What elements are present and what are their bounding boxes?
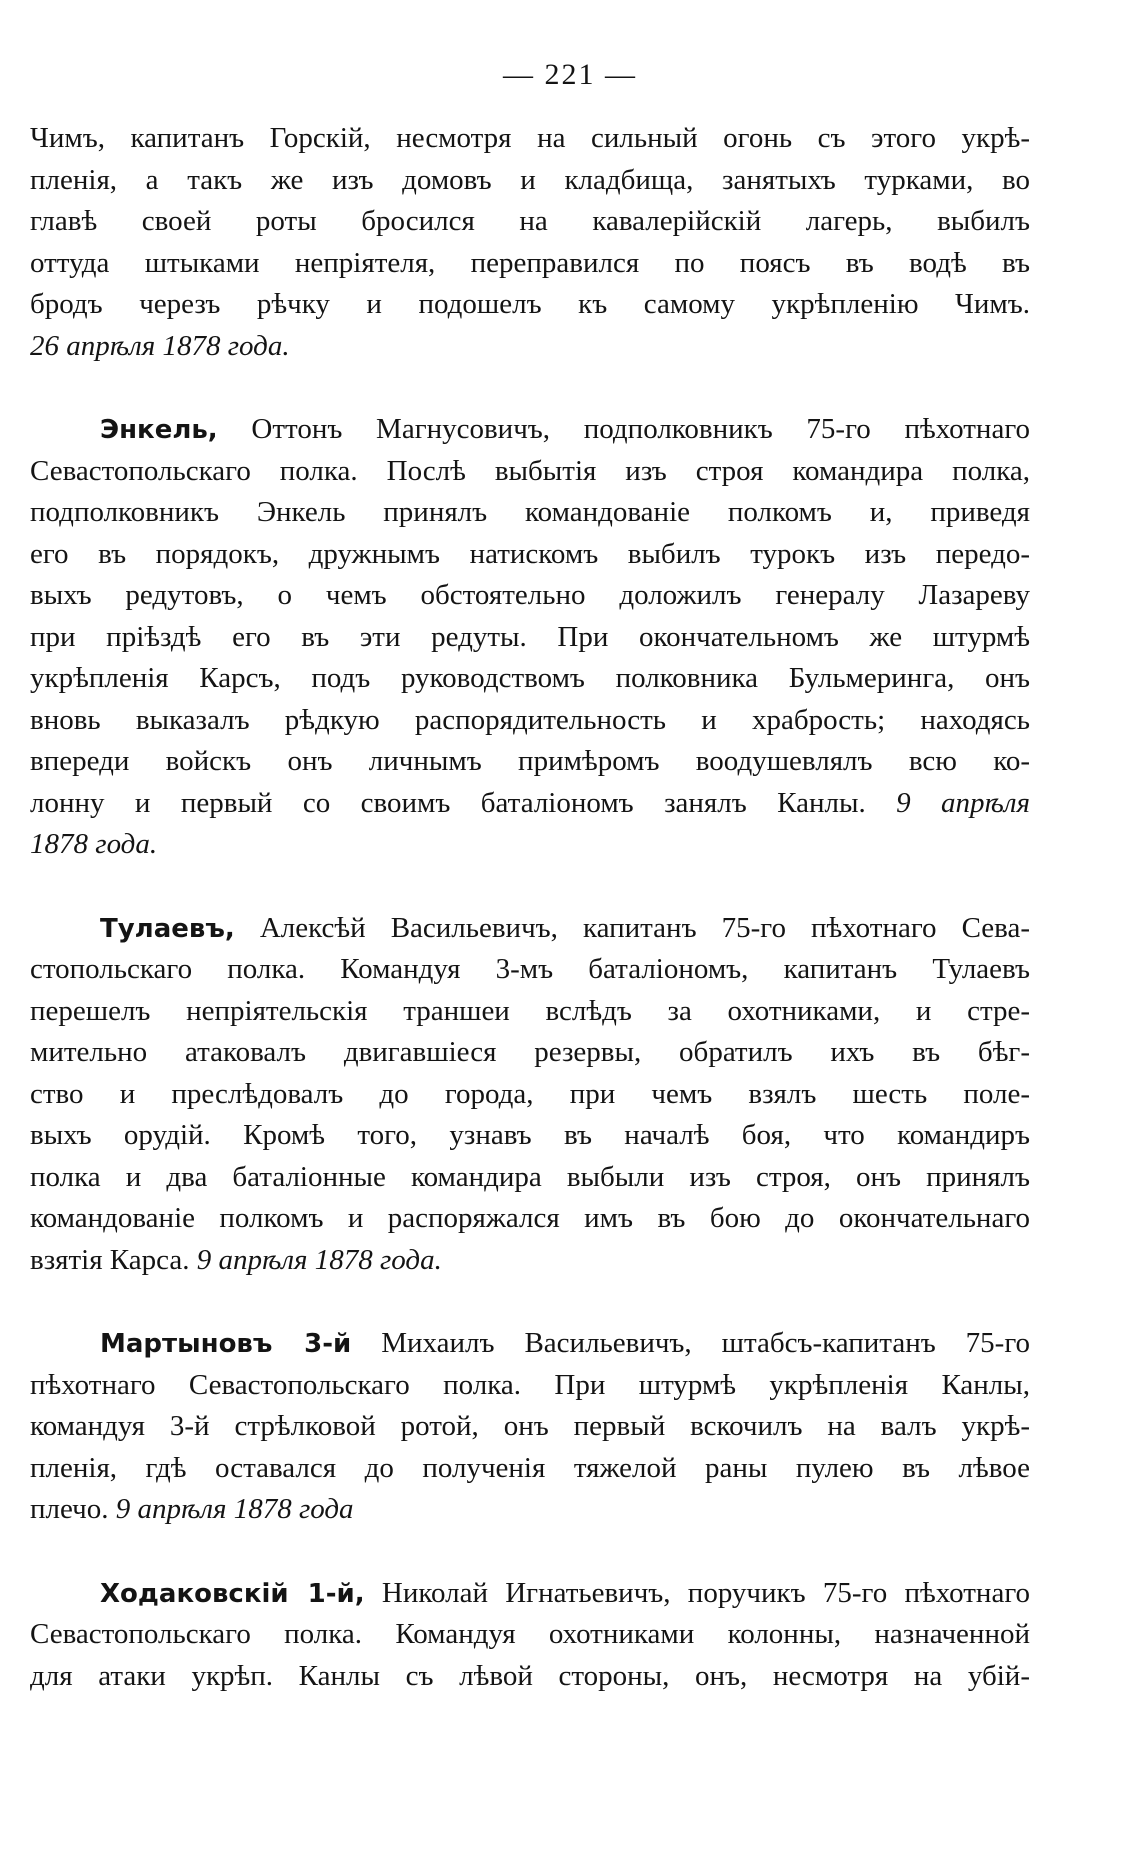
text-line: оттуда штыками непріятеля, переправился по поясъ въ водѣ въ	[30, 246, 1030, 279]
entry-chim-continuation	[30, 118, 1030, 367]
entry-name: Мартыновъ 3-й	[100, 1329, 352, 1359]
text-line: выхъ орудій. Кромѣ того, узнавъ въ началѣ боя, что командиръ	[30, 1119, 1030, 1151]
text-line	[30, 1573, 1030, 1615]
text-line	[30, 326, 1030, 368]
text-line: пленія, гдѣ оставался до полученія тяжелой раны пулею въ лѣвое	[30, 1451, 1030, 1484]
text-line: для атаки укрѣп. Канлы съ лѣвой стороны, онъ, несмотря на убій-	[30, 1659, 1030, 1692]
text-line: пѣхотнаго Севастопольскаго полка. При штурмѣ укрѣпленія Канлы,	[30, 1368, 1030, 1401]
page-body	[30, 118, 1030, 1697]
text-line: укрѣпленія Карсъ, подъ руководствомъ полковника Бульмеринга, онъ	[30, 662, 1030, 694]
text-line: ство и преслѣдовалъ до города, при чемъ взялъ шесть поле-	[30, 1077, 1030, 1110]
text-line: главѣ своей роты бросился на кавалерійскій лагерь, выбилъ	[30, 205, 1030, 237]
entry-last-line: лонну и первый со своимъ баталіономъ занялъ Канлы.	[30, 786, 866, 819]
text-line: впереди войскъ онъ личнымъ примѣромъ воодушевлялъ всю ко-	[30, 745, 1030, 777]
entry-date-cont: 1878 года.	[30, 828, 158, 860]
entry-first-line: Оттонъ Магнусовичъ, подполковникъ 75-го пѣхотнаго	[251, 413, 1030, 445]
entry-date: 9 апрѣля 1878 года.	[196, 1243, 442, 1276]
entry-first-line: Алексѣй Васильевичъ, капитанъ 75-го пѣхотнаго Сева-	[259, 911, 1030, 944]
entry-date: 26 апрѣля 1878 года.	[30, 329, 290, 362]
text-line	[30, 824, 1030, 866]
text-line	[30, 783, 1030, 825]
entry-date: 9 апрѣля 1878 года	[115, 1493, 354, 1525]
entry-enkel	[30, 409, 1030, 866]
entry-tulaev	[30, 908, 1030, 1282]
text-line: вновь выказалъ рѣдкую распорядительность и храбрость; находясь	[30, 703, 1030, 736]
entry-date: 9 апрѣля	[896, 786, 1031, 819]
text-line: Севастопольскаго полка. Командуя охотниками колонны, назначенной	[30, 1618, 1030, 1650]
paragraph-gap	[30, 1281, 1030, 1323]
paragraph-gap	[30, 1531, 1030, 1573]
entry-first-line: Михаилъ Васильевичъ, штабсъ-капитанъ 75-го	[381, 1327, 1030, 1359]
page-number: — 221 —	[503, 58, 637, 91]
paragraph-gap	[30, 866, 1030, 908]
text-line	[30, 1489, 1030, 1531]
text-line: при пріѣздѣ его въ эти редуты. При окончательномъ же штурмѣ	[30, 620, 1030, 653]
text-line: стопольскаго полка. Командуя 3-мъ баталіономъ, капитанъ Тулаевъ	[30, 953, 1030, 985]
text-line: выхъ редутовъ, о чемъ обстоятельно доложилъ генералу Лазареву	[30, 579, 1030, 611]
text-line: командованіе полкомъ и распоряжался имъ въ бою до окончательнаго	[30, 1202, 1030, 1234]
entry-name: Энкель,	[100, 415, 218, 445]
text-line	[30, 908, 1030, 950]
entry-name: Тулаевъ,	[100, 913, 235, 944]
entry-name: Ходаковскій 1-й,	[100, 1578, 365, 1609]
text-line: Севастопольскаго полка. Послѣ выбытія изъ строя командира полка,	[30, 454, 1030, 487]
entry-last-line: плечо.	[30, 1493, 109, 1525]
text-line: пленія, а такъ же изъ домовъ и кладбища, занятыхъ турками, во	[30, 163, 1030, 196]
text-line: мительно атаковалъ двигавшіеся резервы, обратилъ ихъ въ бѣг-	[30, 1036, 1030, 1068]
text-line: его въ порядокъ, дружнымъ натискомъ выбилъ турокъ изъ передо-	[30, 537, 1030, 570]
text-line	[30, 1323, 1030, 1365]
entry-first-line: Николай Игнатьевичъ, поручикъ 75-го пѣхотнаго	[381, 1576, 1030, 1609]
entry-khodakovsky	[30, 1573, 1030, 1698]
text-line: подполковникъ Энкель принялъ командованіе полкомъ и, приведя	[30, 496, 1030, 528]
text-line: Чимъ, капитанъ Горскій, несмотря на сильный огонь съ этого укрѣ-	[30, 122, 1030, 154]
text-line: командуя 3-й стрѣлковой ротой, онъ первый вскочилъ на валъ укрѣ-	[30, 1410, 1030, 1442]
text-line: перешелъ непріятельскія траншеи вслѣдъ за охотниками, и стре-	[30, 994, 1030, 1027]
text-line: полка и два баталіонные командира выбыли изъ строя, онъ принялъ	[30, 1160, 1030, 1193]
text-line: бродъ черезъ рѣчку и подошелъ къ самому укрѣпленію Чимъ.	[30, 288, 1030, 320]
text-line	[30, 409, 1030, 451]
text-line	[30, 1240, 1030, 1282]
entry-martynov	[30, 1323, 1030, 1531]
entry-last-line: взятія Карса.	[30, 1243, 190, 1276]
paragraph-gap	[30, 367, 1030, 409]
